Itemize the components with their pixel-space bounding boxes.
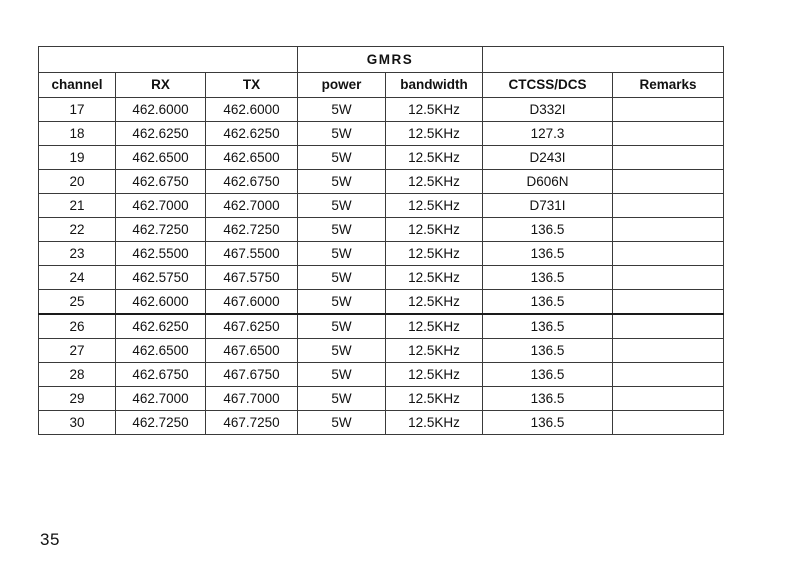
tx-cell: 467.6500: [206, 339, 298, 363]
rx-cell: 462.6250: [116, 314, 206, 339]
bandwidth-cell: 12.5KHz: [386, 290, 483, 315]
ctcss-dcs-cell: 136.5: [483, 218, 613, 242]
rx-cell: 462.7000: [116, 194, 206, 218]
remarks-cell: [613, 411, 724, 435]
tx-cell: 467.6750: [206, 363, 298, 387]
bandwidth-cell: 12.5KHz: [386, 170, 483, 194]
tx-cell: 462.6500: [206, 146, 298, 170]
column-header-ctcss-dcs: CTCSS/DCS: [483, 73, 613, 98]
channel-cell: 29: [39, 387, 116, 411]
rx-cell: 462.6500: [116, 146, 206, 170]
tx-cell: 462.6250: [206, 122, 298, 146]
remarks-cell: [613, 387, 724, 411]
bandwidth-cell: 12.5KHz: [386, 242, 483, 266]
tx-cell: 467.6000: [206, 290, 298, 315]
table-body: [39, 98, 724, 435]
group-header-blank-right: [483, 47, 724, 73]
rx-cell: 462.6000: [116, 290, 206, 315]
rx-cell: 462.7000: [116, 387, 206, 411]
table-row: [39, 218, 724, 242]
bandwidth-cell: 12.5KHz: [386, 411, 483, 435]
ctcss-dcs-cell: 136.5: [483, 242, 613, 266]
ctcss-dcs-cell: 136.5: [483, 314, 613, 339]
ctcss-dcs-cell: 136.5: [483, 363, 613, 387]
remarks-cell: [613, 363, 724, 387]
tx-cell: 462.7250: [206, 218, 298, 242]
bandwidth-cell: 12.5KHz: [386, 266, 483, 290]
power-cell: 5W: [298, 242, 386, 266]
channel-cell: 19: [39, 146, 116, 170]
remarks-cell: [613, 170, 724, 194]
bandwidth-cell: 12.5KHz: [386, 314, 483, 339]
tx-cell: 462.7000: [206, 194, 298, 218]
ctcss-dcs-cell: 136.5: [483, 339, 613, 363]
bandwidth-cell: 12.5KHz: [386, 98, 483, 122]
bandwidth-cell: 12.5KHz: [386, 122, 483, 146]
tx-cell: 462.6750: [206, 170, 298, 194]
remarks-cell: [613, 314, 724, 339]
rx-cell: 462.5750: [116, 266, 206, 290]
tx-cell: 467.7000: [206, 387, 298, 411]
ctcss-dcs-cell: 136.5: [483, 387, 613, 411]
rx-cell: 462.6750: [116, 363, 206, 387]
tx-cell: 467.5500: [206, 242, 298, 266]
power-cell: 5W: [298, 314, 386, 339]
table-row: [39, 98, 724, 122]
table-row: [39, 122, 724, 146]
channel-cell: 30: [39, 411, 116, 435]
power-cell: 5W: [298, 411, 386, 435]
ctcss-dcs-cell: 136.5: [483, 411, 613, 435]
column-header-row: [39, 73, 724, 98]
tx-cell: 467.6250: [206, 314, 298, 339]
remarks-cell: [613, 146, 724, 170]
ctcss-dcs-cell: D606N: [483, 170, 613, 194]
power-cell: 5W: [298, 363, 386, 387]
ctcss-dcs-cell: 127.3: [483, 122, 613, 146]
bandwidth-cell: 12.5KHz: [386, 339, 483, 363]
bandwidth-cell: 12.5KHz: [386, 218, 483, 242]
remarks-cell: [613, 266, 724, 290]
power-cell: 5W: [298, 387, 386, 411]
column-header-remarks: Remarks: [613, 73, 724, 98]
bandwidth-cell: 12.5KHz: [386, 387, 483, 411]
table-row: [39, 194, 724, 218]
tx-cell: 467.7250: [206, 411, 298, 435]
power-cell: 5W: [298, 266, 386, 290]
channel-cell: 28: [39, 363, 116, 387]
tx-cell: 462.6000: [206, 98, 298, 122]
remarks-cell: [613, 218, 724, 242]
power-cell: 5W: [298, 194, 386, 218]
channel-cell: 21: [39, 194, 116, 218]
bandwidth-cell: 12.5KHz: [386, 363, 483, 387]
group-header-blank-left: [39, 47, 298, 73]
bandwidth-cell: 12.5KHz: [386, 146, 483, 170]
table-row: [39, 339, 724, 363]
ctcss-dcs-cell: D243I: [483, 146, 613, 170]
power-cell: 5W: [298, 98, 386, 122]
ctcss-dcs-cell: D332I: [483, 98, 613, 122]
rx-cell: 462.6500: [116, 339, 206, 363]
table-row: [39, 363, 724, 387]
channel-cell: 26: [39, 314, 116, 339]
power-cell: 5W: [298, 122, 386, 146]
channel-cell: 24: [39, 266, 116, 290]
table-row: [39, 146, 724, 170]
table-row: [39, 290, 724, 315]
table-row: [39, 170, 724, 194]
table-row: [39, 411, 724, 435]
channel-cell: 27: [39, 339, 116, 363]
rx-cell: 462.5500: [116, 242, 206, 266]
channel-cell: 22: [39, 218, 116, 242]
channel-cell: 18: [39, 122, 116, 146]
column-header-tx: TX: [206, 73, 298, 98]
remarks-cell: [613, 194, 724, 218]
power-cell: 5W: [298, 290, 386, 315]
channel-cell: 17: [39, 98, 116, 122]
remarks-cell: [613, 122, 724, 146]
column-header-bandwidth: bandwidth: [386, 73, 483, 98]
tx-cell: 467.5750: [206, 266, 298, 290]
remarks-cell: [613, 339, 724, 363]
ctcss-dcs-cell: 136.5: [483, 266, 613, 290]
remarks-cell: [613, 98, 724, 122]
page-number: 35: [40, 530, 60, 549]
table-row: [39, 266, 724, 290]
rx-cell: 462.6000: [116, 98, 206, 122]
frequency-table: [38, 46, 724, 435]
channel-cell: 23: [39, 242, 116, 266]
column-header-rx: RX: [116, 73, 206, 98]
table-row: [39, 314, 724, 339]
rx-cell: 462.7250: [116, 218, 206, 242]
bandwidth-cell: 12.5KHz: [386, 194, 483, 218]
column-header-power: power: [298, 73, 386, 98]
ctcss-dcs-cell: D731I: [483, 194, 613, 218]
table-row: [39, 242, 724, 266]
group-header-gmrs: GMRS: [298, 47, 483, 73]
rx-cell: 462.6750: [116, 170, 206, 194]
remarks-cell: [613, 290, 724, 315]
rx-cell: 462.7250: [116, 411, 206, 435]
column-header-channel: channel: [39, 73, 116, 98]
channel-cell: 20: [39, 170, 116, 194]
rx-cell: 462.6250: [116, 122, 206, 146]
group-header-row: [39, 47, 724, 73]
remarks-cell: [613, 242, 724, 266]
power-cell: 5W: [298, 146, 386, 170]
power-cell: 5W: [298, 218, 386, 242]
channel-cell: 25: [39, 290, 116, 315]
ctcss-dcs-cell: 136.5: [483, 290, 613, 315]
power-cell: 5W: [298, 339, 386, 363]
power-cell: 5W: [298, 170, 386, 194]
table-row: [39, 387, 724, 411]
